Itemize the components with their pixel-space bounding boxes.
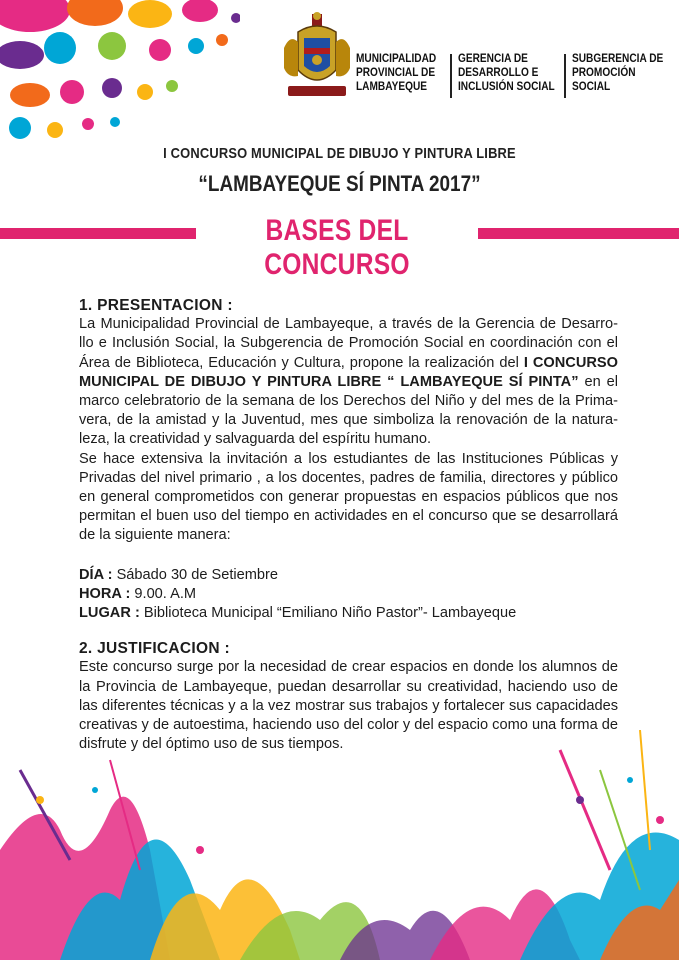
org-municipalidad: MUNICIPALIDAD PROVINCIAL DE LAMBAYEQUE bbox=[356, 53, 437, 93]
presentacion-paragraph: La Municipalidad Provincial de Lambayeque, a través de la Gerencia de Desarro-llo e Inclusión Social, la Subgerencia de Promoción Social en coordinación con el Área de Biblioteca, Educación y Cultura, propone la realización del I CONCURSO MUNICIPAL DE DIBUJO Y PINTURA LIBRE “ LAMBAYEQUE SÍ PINTA” en el marco celebratorio de la semana de los Derechos del Niño y del mes de la Prima-vera, de la amistad y la Juventud, mes que simboliza la renovación de la natura-leza, la creatividad y salvaguarda del espíritu humano. bbox=[79, 316, 619, 448]
invitation-paragraph: Se hace extensiva la invitación a los estudiantes de las Instituciones Públicas y Privadas del nivel primario , a los docentes, padres de familia, directores y público en general comprometidos con generar propuestas en espacios públicos que nos permitan el buen uso del tiempo en actividades en el concurso que se desarrollará de la siguiente manera: bbox=[79, 450, 618, 544]
contest-subtitle: I CONCURSO MUNICIPAL DE DIBUJO Y PINTURA LIBRE bbox=[163, 145, 516, 162]
decorative-swirl-top bbox=[0, 0, 240, 160]
contest-title: “LAMBAYEQUE SÍ PINTA 2017” bbox=[198, 171, 481, 196]
event-day: DÍA : Sábado 30 de Setiembre bbox=[79, 566, 279, 583]
document-body bbox=[79, 296, 618, 754]
event-place: LUGAR : Biblioteca Municipal “Emiliano Niño Pastor”- Lambayeque bbox=[79, 605, 517, 622]
justificacion-paragraph: Este concurso surge por la necesidad de crear espacios en donde los alumnos de la Provincia de Lambayeque, puedan desarrollar su creatividad, haciendo uso de las diferentes técnicas y a la vez mostrar sus trabajos y fortalecer sus capacidades creativas y de autoestima, haciendo uso del color y del espacio como una forma de disfrute y del óptimo uso de sus tiempos. bbox=[79, 659, 618, 753]
section-heading-presentacion: 1. PRESENTACION : bbox=[79, 297, 233, 314]
decorative-paint-splash-bottom bbox=[0, 730, 679, 960]
section-heading-justificacion: 2. JUSTIFICACION : bbox=[79, 640, 230, 658]
accent-band-left bbox=[0, 228, 196, 239]
org-gerencia: GERENCIA DE DESARROLLO E INCLUSIÓN SOCIAL bbox=[458, 53, 555, 93]
coat-of-arms-icon bbox=[280, 12, 354, 102]
org-subgerencia: SUBGERENCIA DE PROMOCIÓN SOCIAL bbox=[572, 53, 664, 93]
bases-heading: BASES DEL CONCURSO bbox=[264, 214, 410, 281]
header-divider bbox=[564, 54, 566, 98]
accent-band-right bbox=[478, 228, 679, 239]
event-time: HORA : 9.00. A.M bbox=[79, 585, 197, 602]
header bbox=[280, 12, 670, 107]
header-divider bbox=[450, 54, 452, 98]
